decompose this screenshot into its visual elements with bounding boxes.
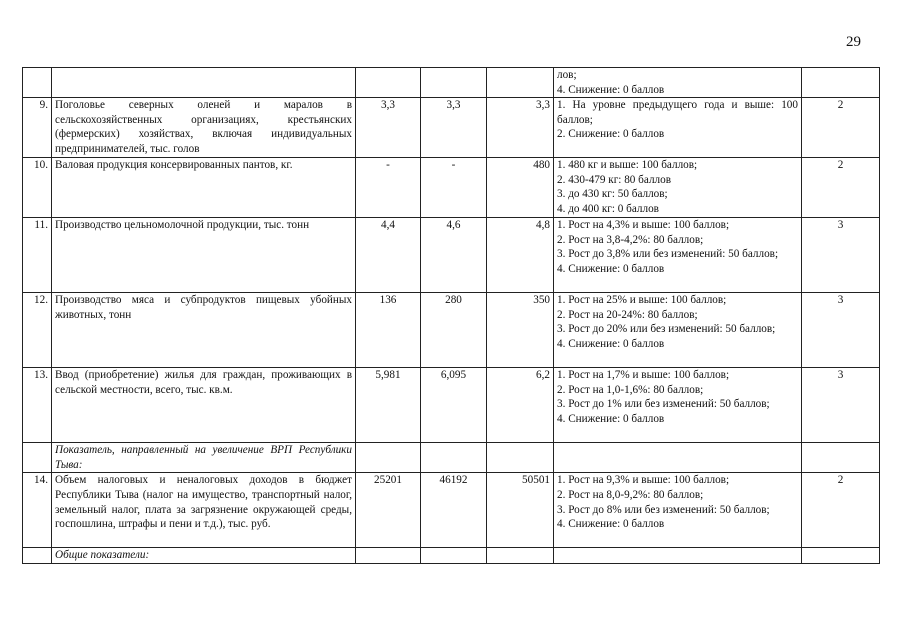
criterion-line: 4. до 400 кг: 0 баллов [557, 202, 659, 215]
criterion-line: 2. Рост на 1,0-1,6%: 80 баллов; [557, 383, 704, 396]
value-3: 3,3 [487, 98, 554, 158]
row-number: 13. [23, 368, 52, 443]
value-3: 480 [487, 158, 554, 218]
criterion-line: 2. 430-479 кг: 80 баллов [557, 173, 671, 186]
table-row [23, 218, 880, 293]
row-number [23, 68, 52, 98]
row-number: 9. [23, 98, 52, 158]
criterion-line: 2. Рост на 8,0-9,2%: 80 баллов; [557, 488, 704, 501]
score: 3 [802, 368, 880, 443]
score: 2 [802, 473, 880, 548]
empty-cell [421, 443, 487, 473]
value-1: 5,981 [356, 368, 421, 443]
score: 2 [802, 98, 880, 158]
criterion-line: 3. Рост до 20% или без изменений: 50 баллов; [557, 323, 776, 336]
section-header: Показатель, направленный на увеличение ВРП Республики Тыва: [52, 443, 356, 473]
score: 3 [802, 293, 880, 368]
table-row [23, 368, 880, 443]
section-row [23, 548, 880, 564]
criterion-line: 4. Снижение: 0 баллов [557, 83, 665, 96]
empty-cell [802, 548, 880, 564]
empty-cell [554, 548, 802, 564]
value-2: 4,6 [421, 218, 487, 293]
criterion-line: 4. Снижение: 0 баллов [557, 518, 665, 531]
criterion-line: 1. Рост на 4,3% и выше: 100 баллов; [557, 219, 730, 232]
criterion-line: 2. Снижение: 0 баллов [557, 128, 665, 141]
criterion-line: 3. до 430 кг: 50 баллов; [557, 188, 668, 201]
indicator-name: Ввод (приобретение) жилья для граждан, проживающих в сельской местности, всего, тыс. кв.м. [52, 368, 356, 443]
table-row [23, 68, 880, 98]
value-1: 3,3 [356, 98, 421, 158]
value-2: 280 [421, 293, 487, 368]
indicator-name: Производство цельномолочной продукции, тыс. тонн [52, 218, 356, 293]
row-number [23, 443, 52, 473]
indicator-name: Поголовье северных оленей и маралов в сельскохозяйственных организациях, крестьянских (фермерских) хозяйствах, включая индивидуальных предпринимателей, тыс. голов [52, 98, 356, 158]
criteria-cell [554, 68, 802, 98]
table-row [23, 98, 880, 158]
criterion-line: 3. Рост до 1% или без изменений: 50 баллов; [557, 398, 770, 411]
criteria-cell [554, 293, 802, 368]
criterion-line: 4. Снижение: 0 баллов [557, 262, 665, 275]
value-1 [356, 68, 421, 98]
criterion-line: 4. Снижение: 0 баллов [557, 337, 665, 350]
value-3 [487, 68, 554, 98]
indicators-table [22, 67, 880, 564]
value-3: 50501 [487, 473, 554, 548]
row-number: 12. [23, 293, 52, 368]
criterion-line: 3. Рост до 8% или без изменений: 50 баллов; [557, 503, 770, 516]
criterion-line: 1. Рост на 1,7% и выше: 100 баллов; [557, 369, 730, 382]
score [802, 68, 880, 98]
value-2: 3,3 [421, 98, 487, 158]
criterion-line: 3. Рост до 3,8% или без изменений: 50 баллов; [557, 248, 779, 261]
empty-cell [356, 548, 421, 564]
row-number: 14. [23, 473, 52, 548]
value-3: 4,8 [487, 218, 554, 293]
row-number: 11. [23, 218, 52, 293]
criterion-line: 1. 480 кг и выше: 100 баллов; [557, 159, 698, 172]
criterion-line: 2. Рост на 3,8-4,2%: 80 баллов; [557, 233, 704, 246]
indicator-name: Валовая продукция консервированных пантов, кг. [52, 158, 356, 218]
value-2: - [421, 158, 487, 218]
row-number [23, 548, 52, 564]
value-3: 350 [487, 293, 554, 368]
score: 3 [802, 218, 880, 293]
criteria-cell [554, 218, 802, 293]
criteria-cell [554, 158, 802, 218]
criteria-cell [554, 473, 802, 548]
criteria-cell [554, 98, 802, 158]
empty-cell [356, 443, 421, 473]
value-1: 4,4 [356, 218, 421, 293]
table-row [23, 293, 880, 368]
table-row [23, 158, 880, 218]
value-2 [421, 68, 487, 98]
section-header: Общие показатели: [52, 548, 356, 564]
criterion-line: 1. На уровне предыдущего года и выше: 100 баллов; [557, 99, 798, 126]
value-3: 6,2 [487, 368, 554, 443]
criterion-line: лов; [557, 69, 577, 81]
criterion-line: 1. Рост на 9,3% и выше: 100 баллов; [557, 474, 730, 487]
indicator-name [52, 68, 356, 98]
value-1: 25201 [356, 473, 421, 548]
empty-cell [554, 443, 802, 473]
indicator-name: Объем налоговых и неналоговых доходов в бюджет Республики Тыва (налог на имущество, транспортный налог, земельный налог, плата за загрязнение окружающей среды, госпошлина, штрафы и пени и т.д.), тыс. руб. [52, 473, 356, 548]
empty-cell [802, 443, 880, 473]
criterion-line: 2. Рост на 20-24%: 80 баллов; [557, 308, 698, 321]
value-1: 136 [356, 293, 421, 368]
page-number: 29 [846, 34, 861, 50]
empty-cell [421, 548, 487, 564]
row-number: 10. [23, 158, 52, 218]
value-1: - [356, 158, 421, 218]
score: 2 [802, 158, 880, 218]
section-row [23, 443, 880, 473]
value-2: 46192 [421, 473, 487, 548]
criterion-line: 4. Снижение: 0 баллов [557, 412, 665, 425]
criterion-line: 1. Рост на 25% и выше: 100 баллов; [557, 294, 727, 307]
criteria-cell [554, 368, 802, 443]
value-2: 6,095 [421, 368, 487, 443]
empty-cell [487, 443, 554, 473]
empty-cell [487, 548, 554, 564]
table-row [23, 473, 880, 548]
indicator-name: Производство мяса и субпродуктов пищевых убойных животных, тонн [52, 293, 356, 368]
